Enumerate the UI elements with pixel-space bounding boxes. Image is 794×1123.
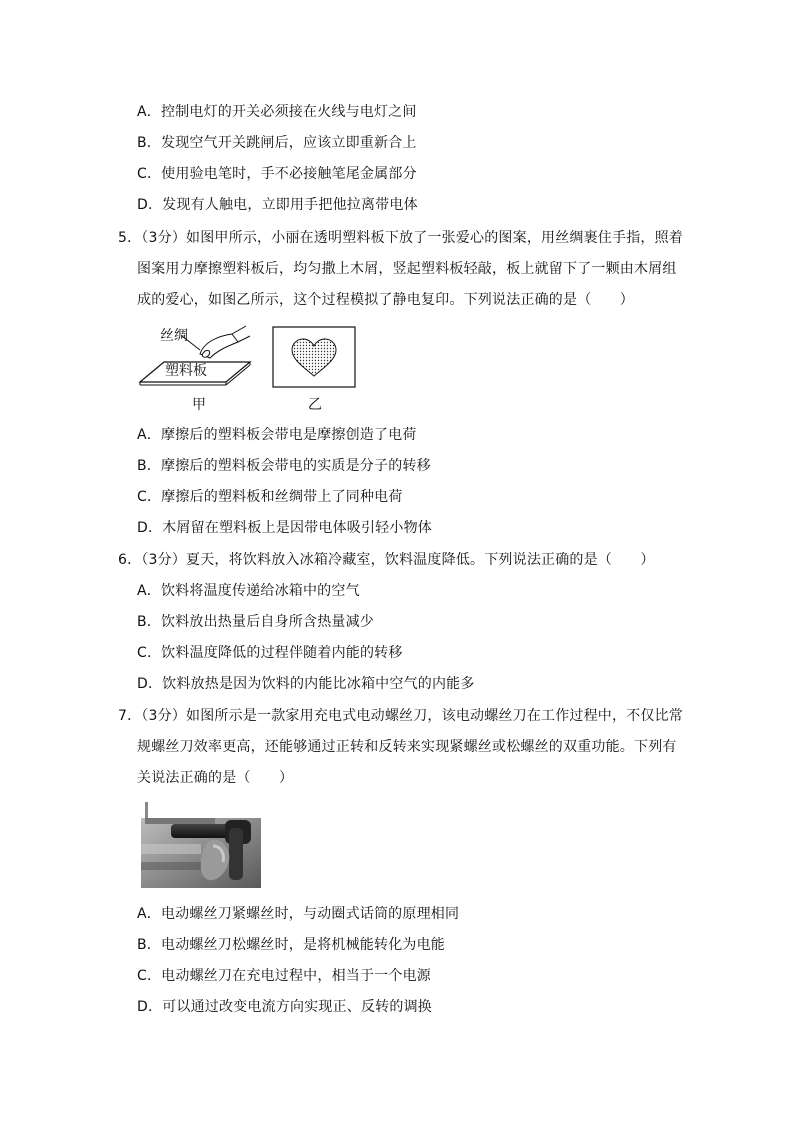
q5-option-d: D．木屑留在塑料板上是因带电体吸引轻小物体 [137, 520, 432, 536]
q5-option-c: C．摩擦后的塑料板和丝绸带上了同种电荷 [137, 489, 403, 505]
q5-stem-line-3: 成的爱心，如图乙所示，这个过程模拟了静电复印。下列说法正确的是（ ） [137, 292, 634, 308]
q4-option-d: D．发现有人触电，立即用手把他拉离带电体 [137, 197, 418, 213]
q5-option-b: B．摩擦后的塑料板会带电的实质是分子的转移 [137, 458, 431, 474]
q6-option-c: C．饮料温度降低的过程伴随着内能的转移 [137, 645, 403, 661]
q7-option-b: B．电动螺丝刀松螺丝时，是将机械能转化为电能 [137, 937, 446, 953]
plastic-plate-drawing [138, 322, 258, 392]
screwdriver-photo-drawing [141, 800, 261, 888]
figure-jia [138, 322, 258, 392]
caption-jia: 甲 [192, 397, 206, 413]
label-plastic-plate: 塑料板 [165, 363, 207, 379]
q7-option-c: C．电动螺丝刀在充电过程中，相当于一个电源 [137, 968, 431, 984]
q7-stem-line-3: 关说法正确的是（ ） [137, 770, 294, 786]
q6-option-b: B．饮料放出热量后自身所含热量减少 [137, 614, 375, 630]
q6-stem-line-1: 6．（3分）夏天，将饮料放入冰箱冷藏室，饮料温度降低。下列说法正确的是（ ） [118, 552, 655, 568]
q4-option-c: C．使用验电笔时，手不必接触笔尾金属部分 [137, 166, 417, 182]
electric-screwdriver-photo [141, 800, 261, 888]
q6-option-a: A．饮料将温度传递给冰箱中的空气 [137, 583, 360, 599]
q7-stem-line-1: 7．（3分）如图所示是一款家用充电式电动螺丝刀，该电动螺丝刀在工作过程中，不仅比常 [118, 708, 684, 724]
label-silk: 丝绸 [160, 328, 188, 344]
q7-stem-line-2: 规螺丝刀效率更高，还能够通过正转和反转来实现紧螺丝或松螺丝的双重功能。下列有 [137, 739, 677, 755]
heart-pattern-drawing [272, 326, 356, 388]
q7-option-a: A．电动螺丝刀紧螺丝时，与动圈式话筒的原理相同 [137, 906, 460, 922]
q7-option-d: D．可以通过改变电流方向实现正、反转的调换 [137, 999, 432, 1015]
caption-yi: 乙 [308, 397, 322, 413]
q4-option-b: B．发现空气开关跳闸后，应该立即重新合上 [137, 135, 417, 151]
q6-option-d: D．饮料放热是因为饮料的内能比冰箱中空气的内能多 [137, 676, 475, 692]
figure-yi [272, 326, 356, 388]
q5-stem-line-2: 图案用力摩擦塑料板后，均匀撒上木屑，竖起塑料板轻敲，板上就留下了一颗由木屑组 [137, 261, 677, 277]
q5-option-a: A．摩擦后的塑料板会带电是摩擦创造了电荷 [137, 427, 417, 443]
q5-stem-line-1: 5．（3分）如图甲所示，小丽在透明塑料板下放了一张爱心的图案，用丝绸裹住手指，照着 [118, 230, 684, 246]
q4-option-a: A．控制电灯的开关必须接在火线与电灯之间 [137, 104, 417, 120]
